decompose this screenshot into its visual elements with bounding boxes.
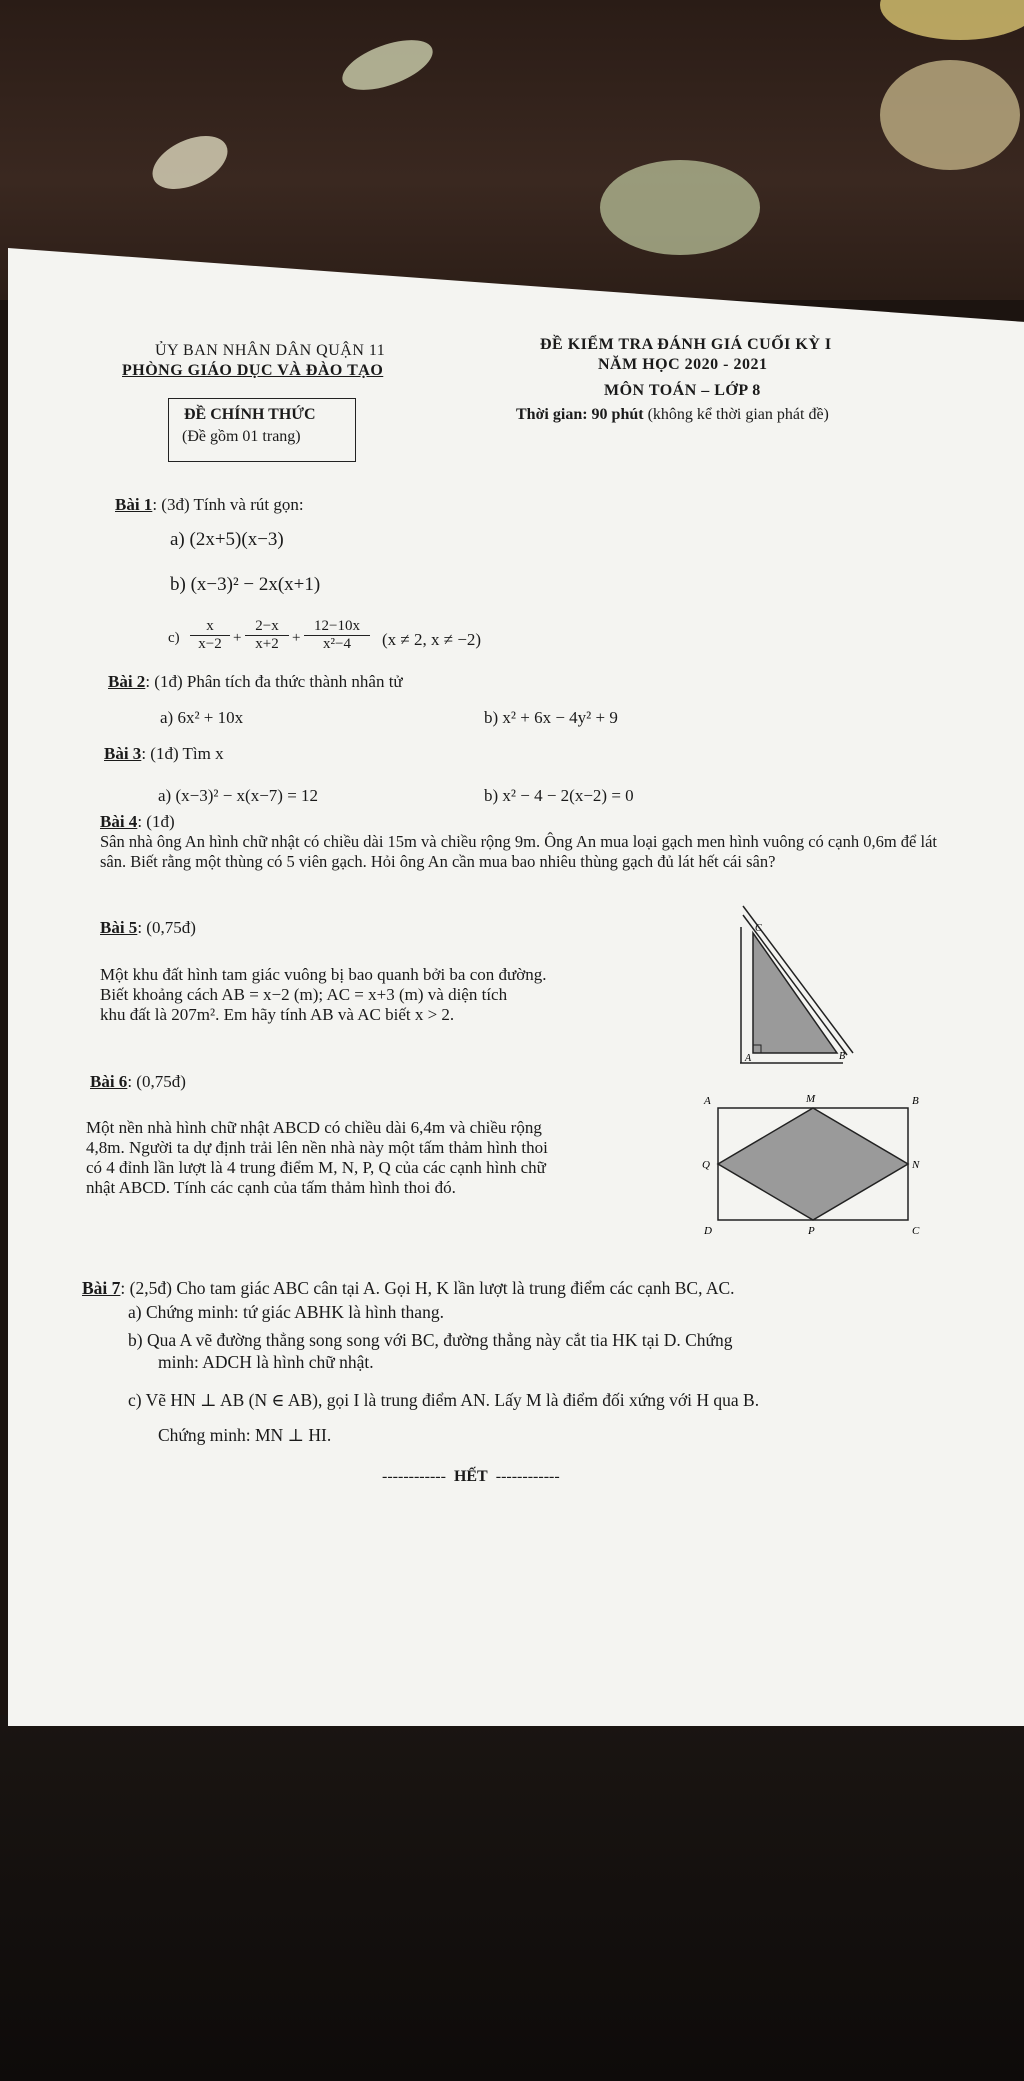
bai7-b1: b) Qua A vẽ đường thẳng song song với BC, đường thẳng này cắt tia HK tại D. Chứng xyxy=(128,1330,733,1350)
bai2-desc: : (1đ) Phân tích đa thức thành nhân tử xyxy=(145,672,403,691)
figure-right-triangle xyxy=(735,905,855,1065)
bai4-heading xyxy=(100,812,175,832)
figure-rhombus-rectangle xyxy=(700,1090,930,1240)
bai5-heading xyxy=(100,918,196,938)
bai5-line2: Biết khoảng cách AB = x−2 (m); AC = x+3 (m) và diện tích xyxy=(100,985,508,1004)
bai1-desc: : (3đ) Tính và rút gọn: xyxy=(152,495,304,514)
time-label: Thời gian: 90 phút xyxy=(516,406,644,423)
bai3-title: Bài 3 xyxy=(104,744,142,763)
bai1-b: b) (x−3)² − 2x(x+1) xyxy=(170,574,321,595)
end-marker xyxy=(382,1468,560,1486)
flower-decoration xyxy=(600,160,760,255)
bai7-b2: minh: ADCH là hình chữ nhật. xyxy=(158,1352,374,1372)
fraction-2 xyxy=(245,618,289,653)
fraction-3 xyxy=(304,618,370,653)
label-a: A xyxy=(704,1095,711,1107)
bai4-desc: : (1đ) xyxy=(137,812,175,831)
fraction-2-num: 2−x xyxy=(245,618,289,636)
bai1-c-label: c) xyxy=(168,630,180,646)
bai2-a: a) 6x² + 10x xyxy=(160,708,244,727)
bai7-title: Bài 7 xyxy=(82,1278,121,1298)
end-text: HẾT xyxy=(453,1468,488,1485)
table-bottom-background xyxy=(0,1715,1024,2081)
bai6-title: Bài 6 xyxy=(90,1072,128,1091)
exam-title: ĐỀ KIỂM TRA ĐÁNH GIÁ CUỐI KỲ I xyxy=(540,336,832,353)
bai7-heading xyxy=(82,1278,735,1298)
bai5-title: Bài 5 xyxy=(100,918,138,937)
bai1-heading xyxy=(115,495,304,515)
bai6-line1: Một nền nhà hình chữ nhật ABCD có chiều dài 6,4m và chiều rộng xyxy=(86,1118,542,1137)
bai3-desc: : (1đ) Tìm x xyxy=(141,744,224,763)
bai5-desc: : (0,75đ) xyxy=(137,918,196,937)
time-note: (không kể thời gian phát đề) xyxy=(647,406,829,423)
fraction-1-den: x−2 xyxy=(198,636,222,652)
bai6-line4: nhật ABCD. Tính các cạnh của tấm thảm hình thoi đó. xyxy=(86,1178,456,1197)
fraction-3-den: x²−4 xyxy=(323,636,351,652)
triangle-land xyxy=(753,933,837,1053)
bai7-c1: c) Vẽ HN ⊥ AB (N ∈ AB), gọi I là trung điểm AN. Lấy M là điểm đối xứng với H qua B. xyxy=(128,1390,760,1410)
bai2-title: Bài 2 xyxy=(108,672,146,691)
official-label: ĐỀ CHÍNH THỨC xyxy=(184,406,316,423)
bai3-heading xyxy=(104,744,224,764)
label-p: P xyxy=(808,1225,815,1237)
bai7-desc: : (2,5đ) Cho tam giác ABC cân tại A. Gọi H, K lần lượt là trung điểm các cạnh BC, AC. xyxy=(120,1278,735,1298)
bai1-c-condition: (x ≠ 2, x ≠ −2) xyxy=(382,630,482,649)
bai6-heading xyxy=(90,1072,186,1092)
bai6-line3: có 4 đỉnh lần lượt là 4 trung điểm M, N, P, Q của các cạnh hình chữ xyxy=(86,1158,546,1177)
label-n: N xyxy=(912,1159,920,1171)
header-department: PHÒNG GIÁO DỤC VÀ ĐÀO TẠO xyxy=(122,362,384,379)
subject-line: MÔN TOÁN – LỚP 8 xyxy=(604,382,761,399)
pages-note: (Đề gồm 01 trang) xyxy=(182,428,301,445)
label-a: A xyxy=(745,1053,752,1064)
fraction-3-num: 12−10x xyxy=(304,618,370,636)
bai4-title: Bài 4 xyxy=(100,812,138,831)
bai3-b: b) x² − 4 − 2(x−2) = 0 xyxy=(484,786,634,805)
label-c: C xyxy=(755,923,762,934)
bai5-line1: Một khu đất hình tam giác vuông bị bao quanh bởi ba con đường. xyxy=(100,965,547,984)
bai3-a: a) (x−3)² − x(x−7) = 12 xyxy=(158,786,319,805)
bai7-c2: Chứng minh: MN ⊥ HI. xyxy=(158,1425,332,1445)
plus-sign: + xyxy=(292,630,301,646)
plus-sign: + xyxy=(233,630,242,646)
school-year: NĂM HỌC 2020 - 2021 xyxy=(598,356,768,373)
label-q: Q xyxy=(702,1159,710,1171)
bai2-b: b) x² + 6x − 4y² + 9 xyxy=(484,708,618,727)
fraction-1-num: x xyxy=(190,618,230,636)
label-m: M xyxy=(806,1093,816,1105)
header-committee: ỦY BAN NHÂN DÂN QUẬN 11 xyxy=(155,342,386,359)
label-d: D xyxy=(704,1225,712,1237)
bai1-a: a) (2x+5)(x−3) xyxy=(170,529,284,550)
label-b: B xyxy=(839,1051,846,1062)
fraction-1 xyxy=(190,618,230,653)
bai5-line3: khu đất là 207m². Em hãy tính AB và AC biết x > 2. xyxy=(100,1005,455,1024)
tablecloth-background xyxy=(0,0,1024,300)
end-dash-right: ------------ xyxy=(495,1468,560,1485)
bai1-title: Bài 1 xyxy=(115,495,153,514)
bai6-line2: 4,8m. Người ta dự định trải lên nền nhà này một tấm thảm hình thoi xyxy=(86,1138,548,1157)
bai7-a: a) Chứng minh: tứ giác ABHK là hình thang. xyxy=(128,1302,444,1322)
bai4-text: Sân nhà ông An hình chữ nhật có chiều dài 15m và chiều rộng 9m. Ông An mua loại gạch men hình vuông có cạnh 0,6m để lát sân. Biết rằng một thùng có 5 viên gạch. Hỏi ông An cần mua bao nhiêu thùng gạch đủ lát hết cái sân? xyxy=(100,832,937,871)
time-line xyxy=(516,406,829,424)
bai6-desc: : (0,75đ) xyxy=(127,1072,186,1091)
label-b: B xyxy=(912,1095,919,1107)
end-dash-left: ------------ xyxy=(382,1468,446,1485)
bai2-heading xyxy=(108,672,403,692)
fraction-2-den: x+2 xyxy=(255,636,279,652)
label-c: C xyxy=(912,1225,920,1237)
rhombus-mnpq xyxy=(718,1108,908,1220)
flower-decoration xyxy=(880,60,1020,170)
